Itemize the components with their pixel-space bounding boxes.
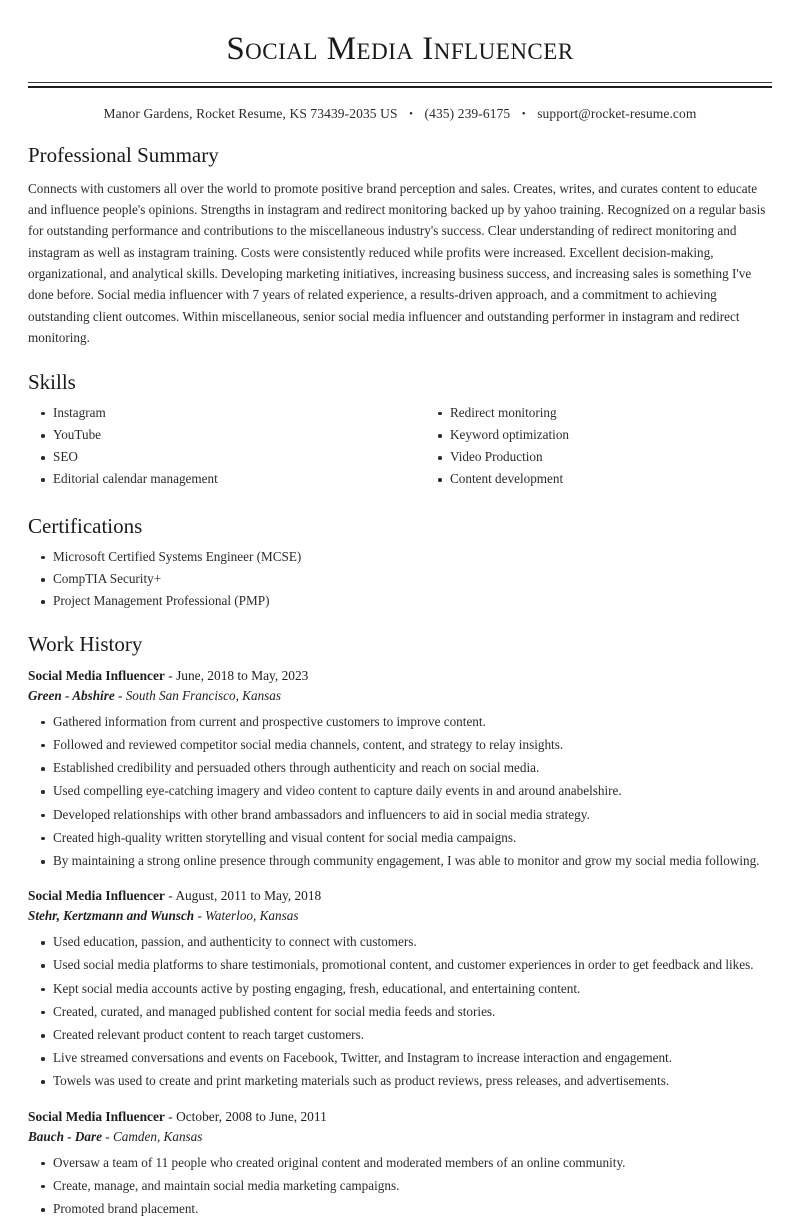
list-item: Towels was used to create and print marketing materials such as product reviews, press releases, and advertisements.: [28, 1072, 772, 1090]
job-company-dash: -: [105, 1128, 110, 1144]
section-professional-summary: [28, 142, 772, 348]
skills-list-right: [425, 404, 772, 489]
job-company-dash: -: [118, 687, 123, 703]
skills-list-left: [28, 404, 400, 489]
list-item: Content development: [425, 470, 772, 488]
list-item: Created, curated, and managed published content for social media feeds and stories.: [28, 1003, 772, 1021]
summary-text: Connects with customers all over the world to promote positive brand perception and sales. Creates, writes, and curates content to educate and influence people's opinions. Strengths in instagram and redirect monitoring backed up by yahoo training. Recognized on a regular basis for outstanding performance and contributions to the miscellaneous industry's success. Clear understanding of redirect monitoring and instagram as well as instagram training. Costs were consistently reduced while profits were increased. Excellent decision-making, organizational, and analytical skills. Developing marketing initiatives, increasing business success, and increasing sales is something I've done before. Social media influencer with 7 years of related experience, a results-driven approach, and a commitment to achieving outstanding client outcomes. Within miscellaneous, senior social media influencer and outstanding performer in instagram and redirect monitoring.: [28, 180, 766, 346]
job-company: Stehr, Kertzmann and Wunsch: [28, 908, 195, 924]
skills-column-right: [400, 404, 772, 493]
skills-column-left: [28, 404, 400, 493]
list-item: Video Production: [425, 448, 772, 466]
job-title-line: [28, 666, 772, 686]
list-item: Developed relationships with other brand ambassadors and influencers to aid in social media strategy.: [28, 806, 772, 824]
section-heading-work-history: Work History: [28, 631, 143, 656]
job-location: South San Francisco, Kansas: [125, 687, 282, 703]
job-title-dash: -: [168, 1108, 173, 1124]
job-title: Social Media Influencer: [28, 888, 165, 904]
job-location: Waterloo, Kansas: [205, 908, 299, 924]
job-title: Social Media Influencer: [28, 667, 165, 683]
job-bullets: [28, 933, 772, 1091]
work-history-entry: [28, 666, 772, 870]
list-item: Oversaw a team of 11 people who created original content and moderated members of an online community.: [28, 1154, 772, 1172]
job-company-line: [28, 686, 772, 706]
skills-columns: [28, 404, 772, 493]
section-certifications: [28, 513, 772, 611]
section-work-history: [28, 631, 772, 1218]
job-company-line: [28, 906, 772, 926]
contact-address: Manor Gardens, Rocket Resume, KS 73439-2035 US: [103, 106, 398, 122]
job-dates: October, 2008 to June, 2011: [176, 1108, 327, 1124]
list-item: YouTube: [28, 426, 400, 444]
list-item: CompTIA Security+: [28, 570, 772, 588]
section-heading-skills: Skills: [28, 369, 76, 394]
list-item: Followed and reviewed competitor social media channels, content, and strategy to relay insights.: [28, 736, 772, 754]
header-divider: [28, 82, 772, 88]
job-title-dash: -: [168, 667, 173, 683]
job-company-line: [28, 1127, 772, 1147]
job-company: Bauch - Dare: [28, 1128, 102, 1144]
list-item: Used social media platforms to share testimonials, promotional content, and customer experiences in order to get feedback and likes.: [28, 956, 772, 974]
list-item: Project Management Professional (PMP): [28, 592, 772, 610]
section-skills: [28, 369, 772, 493]
list-item: SEO: [28, 448, 400, 466]
job-bullets: [28, 1154, 772, 1218]
list-item: Instagram: [28, 404, 400, 422]
list-item: Promoted brand placement.: [28, 1200, 772, 1218]
job-dates: August, 2011 to May, 2018: [175, 888, 322, 904]
list-item: Editorial calendar management: [28, 470, 400, 488]
list-item: Created high-quality written storytelling and visual content for social media campaigns.: [28, 829, 772, 847]
job-company: Green - Abshire: [28, 687, 115, 703]
page-title: Social Media Influencer: [226, 31, 574, 67]
list-item: Live streamed conversations and events on Facebook, Twitter, and Instagram to increase interaction and engagement.: [28, 1049, 772, 1067]
list-item: Used compelling eye-catching imagery and video content to capture daily events in and around anabelshire.: [28, 782, 772, 800]
job-dates: June, 2018 to May, 2023: [176, 667, 309, 683]
contact-separator-icon: •: [409, 108, 414, 121]
certifications-list: [28, 548, 772, 611]
section-heading-certifications: Certifications: [28, 513, 143, 538]
list-item: Established credibility and persuaded others through authenticity and reach on social media.: [28, 759, 772, 777]
list-item: By maintaining a strong online presence through community engagement, I was able to monitor and grow my social media following.: [28, 852, 772, 870]
job-bullets: [28, 713, 772, 871]
contact-phone: (435) 239-6175: [424, 106, 511, 122]
list-item: Create, manage, and maintain social media marketing campaigns.: [28, 1177, 772, 1195]
contact-separator-icon: •: [521, 108, 526, 121]
job-company-dash: -: [197, 908, 202, 924]
job-title: Social Media Influencer: [28, 1108, 165, 1124]
list-item: Created relevant product content to reach target customers.: [28, 1026, 772, 1044]
job-title-line: [28, 886, 772, 906]
list-item: Kept social media accounts active by posting engaging, fresh, educational, and entertaining content.: [28, 980, 772, 998]
contact-email: support@rocket-resume.com: [537, 106, 697, 122]
work-history-entry: [28, 886, 772, 1090]
list-item: Microsoft Certified Systems Engineer (MCSE): [28, 548, 772, 566]
list-item: Keyword optimization: [425, 426, 772, 444]
divider-line-bottom: [28, 86, 772, 88]
contact-info: [0, 106, 800, 122]
job-location: Camden, Kansas: [113, 1128, 203, 1144]
section-heading-summary: Professional Summary: [28, 143, 219, 168]
work-history-entry: [28, 1107, 772, 1218]
list-item: Gathered information from current and prospective customers to improve content.: [28, 713, 772, 731]
job-title-dash: -: [168, 888, 173, 904]
list-item: Redirect monitoring: [425, 404, 772, 422]
resume-content: [0, 142, 800, 1218]
job-title-line: [28, 1107, 772, 1127]
list-item: Used education, passion, and authenticity to connect with customers.: [28, 933, 772, 951]
